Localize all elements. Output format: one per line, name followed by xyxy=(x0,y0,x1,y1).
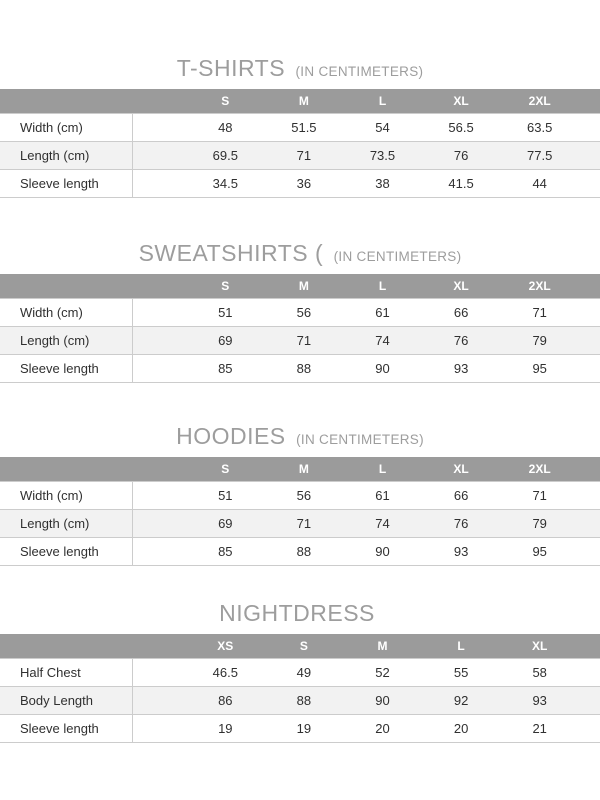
cell-value: 52 xyxy=(375,665,390,680)
row-label: Length (cm) xyxy=(0,510,133,537)
cell-value: 71 xyxy=(296,516,312,531)
row-value-cells xyxy=(133,299,600,326)
header-size-cells xyxy=(133,89,600,113)
size-table xyxy=(0,634,600,743)
section-title: NIGHTDRESS xyxy=(219,600,375,626)
row-label: Sleeve length xyxy=(0,355,133,382)
table-row xyxy=(0,509,600,537)
table-row xyxy=(0,714,600,742)
table-row xyxy=(0,141,600,169)
row-label: Length (cm) xyxy=(0,142,133,169)
cell-value: 88 xyxy=(296,361,312,376)
size-column-header: L xyxy=(378,279,387,293)
row-label: Length (cm) xyxy=(0,327,133,354)
size-column-header: S xyxy=(299,639,308,653)
row-label: Sleeve length xyxy=(0,538,133,565)
cell-value: 79 xyxy=(532,333,547,348)
cell-value: 76 xyxy=(453,333,469,348)
cell-value: 19 xyxy=(218,721,233,736)
cell-value: 85 xyxy=(218,544,233,559)
cell-value: 61 xyxy=(375,488,390,503)
size-column-header: M xyxy=(298,462,309,476)
cell-value: 56 xyxy=(296,305,312,320)
table-header-row xyxy=(0,274,600,298)
size-column-header: 2XL xyxy=(528,94,551,108)
cell-value: 69 xyxy=(218,333,233,348)
section-nightdress xyxy=(0,600,600,743)
section-subtitle: (IN CENTIMETERS) xyxy=(296,432,424,447)
row-value-cells xyxy=(133,510,600,537)
size-column-header: XS xyxy=(217,639,234,653)
row-value-cells xyxy=(133,327,600,354)
row-label: Width (cm) xyxy=(0,482,133,509)
cell-value: 88 xyxy=(296,544,312,559)
size-column-header: M xyxy=(377,639,388,653)
cell-value: 56 xyxy=(296,488,312,503)
size-column-header: S xyxy=(221,94,230,108)
cell-value: 71 xyxy=(532,305,547,320)
cell-value: 51.5 xyxy=(291,120,317,135)
size-column-header: M xyxy=(298,94,309,108)
size-column-header: XL xyxy=(453,94,469,108)
cell-value: 21 xyxy=(532,721,547,736)
cell-value: 74 xyxy=(375,516,390,531)
section-heading xyxy=(0,55,600,81)
cell-value: 71 xyxy=(532,488,547,503)
row-value-cells xyxy=(133,482,600,509)
table-row xyxy=(0,298,600,326)
header-label-spacer xyxy=(0,634,133,658)
cell-value: 90 xyxy=(375,361,390,376)
header-size-cells xyxy=(133,634,600,658)
cell-value: 77.5 xyxy=(527,148,553,163)
cell-value: 58 xyxy=(532,665,547,680)
size-column-header: 2XL xyxy=(528,462,551,476)
table-row xyxy=(0,537,600,565)
header-label-spacer xyxy=(0,457,133,481)
table-header-row xyxy=(0,457,600,481)
size-column-header: L xyxy=(378,94,387,108)
section-title: HOODIES xyxy=(176,423,286,449)
table-header-row xyxy=(0,634,600,658)
cell-value: 95 xyxy=(532,361,547,376)
cell-value: 85 xyxy=(218,361,233,376)
cell-value: 66 xyxy=(453,488,469,503)
cell-value: 54 xyxy=(375,120,390,135)
cell-value: 93 xyxy=(453,361,469,376)
section-heading xyxy=(0,423,600,449)
size-table xyxy=(0,274,600,383)
cell-value: 79 xyxy=(532,516,547,531)
cell-value: 92 xyxy=(453,693,469,708)
cell-value: 34.5 xyxy=(212,176,238,191)
row-label: Half Chest xyxy=(0,659,133,686)
cell-value: 69.5 xyxy=(212,148,238,163)
row-value-cells xyxy=(133,142,600,169)
cell-value: 86 xyxy=(218,693,233,708)
cell-value: 41.5 xyxy=(448,176,474,191)
section-title: T-SHIRTS xyxy=(176,55,286,81)
header-label-spacer xyxy=(0,274,133,298)
cell-value: 51 xyxy=(218,488,233,503)
size-column-header: XL xyxy=(532,639,548,653)
cell-value: 63.5 xyxy=(527,120,553,135)
size-table xyxy=(0,457,600,566)
cell-value: 90 xyxy=(375,693,390,708)
row-label: Width (cm) xyxy=(0,299,133,326)
cell-value: 76 xyxy=(453,148,469,163)
row-label: Width (cm) xyxy=(0,114,133,141)
row-value-cells xyxy=(133,114,600,141)
row-value-cells xyxy=(133,355,600,382)
cell-value: 61 xyxy=(375,305,390,320)
table-row xyxy=(0,169,600,197)
cell-value: 76 xyxy=(453,516,469,531)
row-label: Sleeve length xyxy=(0,715,133,742)
cell-value: 90 xyxy=(375,544,390,559)
cell-value: 93 xyxy=(453,544,469,559)
cell-value: 56.5 xyxy=(448,120,474,135)
section-hoodies xyxy=(0,423,600,566)
section-sweatshirts xyxy=(0,240,600,383)
cell-value: 19 xyxy=(296,721,312,736)
row-label: Body Length xyxy=(0,687,133,714)
cell-value: 71 xyxy=(296,148,312,163)
table-row xyxy=(0,326,600,354)
header-size-cells xyxy=(133,274,600,298)
cell-value: 36 xyxy=(296,176,312,191)
row-value-cells xyxy=(133,170,600,197)
cell-value: 69 xyxy=(218,516,233,531)
table-row xyxy=(0,658,600,686)
table-header-row xyxy=(0,89,600,113)
table-row xyxy=(0,686,600,714)
cell-value: 74 xyxy=(375,333,390,348)
section-tshirts xyxy=(0,55,600,198)
size-column-header: S xyxy=(221,279,230,293)
cell-value: 71 xyxy=(296,333,312,348)
row-value-cells xyxy=(133,687,600,714)
size-column-header: L xyxy=(378,462,387,476)
cell-value: 88 xyxy=(296,693,312,708)
size-column-header: XL xyxy=(453,462,469,476)
header-size-cells xyxy=(133,457,600,481)
table-row xyxy=(0,354,600,382)
row-value-cells xyxy=(133,715,600,742)
cell-value: 44 xyxy=(532,176,547,191)
section-heading xyxy=(0,240,600,266)
cell-value: 93 xyxy=(532,693,547,708)
cell-value: 95 xyxy=(532,544,547,559)
section-subtitle: (IN CENTIMETERS) xyxy=(295,64,424,79)
cell-value: 66 xyxy=(453,305,469,320)
size-column-header: 2XL xyxy=(528,279,551,293)
header-label-spacer xyxy=(0,89,133,113)
cell-value: 20 xyxy=(375,721,390,736)
cell-value: 51 xyxy=(218,305,233,320)
cell-value: 48 xyxy=(218,120,233,135)
table-row xyxy=(0,481,600,509)
cell-value: 55 xyxy=(453,665,469,680)
section-subtitle: (IN CENTIMETERS) xyxy=(333,249,462,264)
size-column-header: L xyxy=(457,639,465,653)
section-heading xyxy=(0,600,600,626)
size-column-header: XL xyxy=(453,279,469,293)
cell-value: 46.5 xyxy=(212,665,238,680)
size-column-header: M xyxy=(298,279,309,293)
cell-value: 38 xyxy=(375,176,390,191)
size-column-header: S xyxy=(221,462,230,476)
cell-value: 49 xyxy=(296,665,312,680)
row-value-cells xyxy=(133,538,600,565)
table-row xyxy=(0,113,600,141)
row-label: Sleeve length xyxy=(0,170,133,197)
size-table xyxy=(0,89,600,198)
cell-value: 20 xyxy=(453,721,469,736)
section-title: SWEATSHIRTS ( xyxy=(138,240,324,266)
cell-value: 73.5 xyxy=(369,148,396,163)
row-value-cells xyxy=(133,659,600,686)
